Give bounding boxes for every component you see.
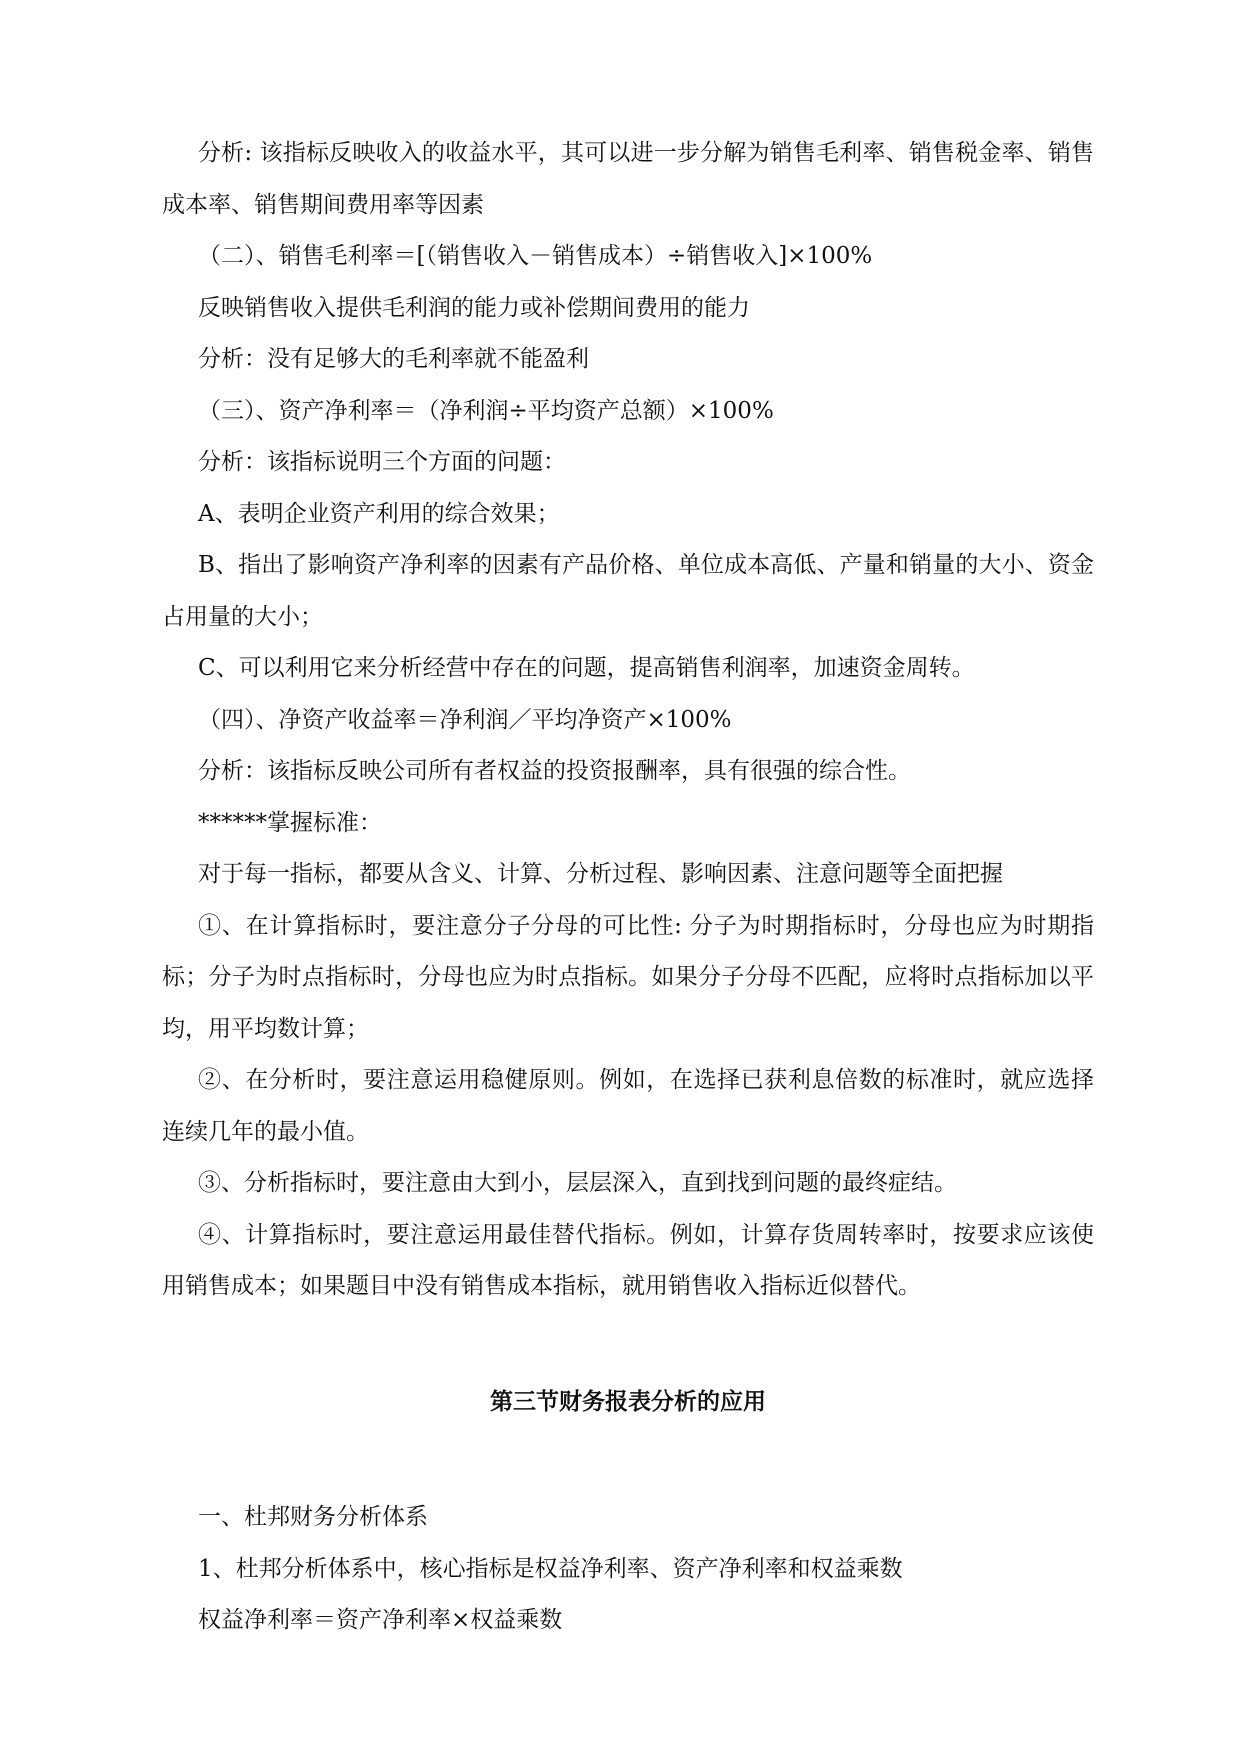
document-body (162, 128, 1094, 1647)
paragraph-mastery-standard: ******掌握标准： (198, 809, 382, 836)
paragraph-dupont-formula: 权益净利率＝资产净利率×权益乘数 (198, 1607, 563, 1633)
paragraph-roe-formula: （四）、净资产收益率＝净利润／平均净资产×100% (198, 706, 732, 733)
paragraph-mastery-overview: 对于每一指标，都要从含义、计算、分析过程、影响因素、注意问题等全面把握 (198, 861, 1003, 887)
spacer (162, 1428, 1094, 1492)
paragraph-roa-point-c: C、可以利用它来分析经营中存在的问题，提高销售利润率，加速资金周转。 (198, 655, 975, 681)
paragraph-note-2: ②、在分析时，要注意运用稳健原则。例如，在选择已获利息倍数的标准时，就应选择连续几年的最小值。 (162, 1067, 1094, 1145)
spacer (162, 1313, 1094, 1377)
paragraph-roa-formula: （三）、资产净利率＝（净利润÷平均资产总额）×100% (198, 397, 774, 424)
paragraph-roa-point-a: A、表明企业资产利用的综合效果； (198, 500, 560, 527)
paragraph-gross-margin-analysis: 分析：没有足够大的毛利率就不能盈利 (198, 346, 589, 372)
paragraph-roa-analysis-intro: 分析：该指标说明三个方面的问题： (198, 449, 566, 475)
section-heading: 第三节财务报表分析的应用 (490, 1388, 766, 1415)
paragraph-roa-point-b: B、指出了影响资产净利率的因素有产品价格、单位成本高低、产量和销量的大小、资金占用量的大小； (162, 552, 1094, 630)
paragraph-dupont-core-indicators: 1、杜邦分析体系中，核心指标是权益净利率、资产净利率和权益乘数 (198, 1555, 903, 1582)
paragraph-gross-margin-meaning: 反映销售收入提供毛利润的能力或补偿期间费用的能力 (198, 294, 750, 321)
paragraph-note-3: ③、分析指标时，要注意由大到小，层层深入，直到找到问题的最终症结。 (198, 1170, 957, 1196)
paragraph-note-4: ④、计算指标时，要注意运用最佳替代指标。例如，计算存货周转率时，按要求应该使用销售成本；如果题目中没有销售成本指标，就用销售收入指标近似替代。 (162, 1221, 1094, 1299)
paragraph-gross-margin-formula: （二）、销售毛利率＝[（销售收入－销售成本）÷销售收入]×100% (198, 243, 873, 269)
paragraph-note-1: ①、在计算指标时，要注意分子分母的可比性: 分子为时期指标时，分母也应为时期指标；分子为时点指标时，分母也应为时点指标。如果分子分母不匹配，应将时点指标加以平均，用平均数计算； (162, 912, 1094, 1042)
paragraph-sales-net-margin-analysis: 分析: 该指标反映收入的收益水平，其可以进一步分解为销售毛利率、销售税金率、销售成本率、销售期间费用率等因素 (162, 140, 1094, 218)
paragraph-dupont-title: 一、杜邦财务分析体系 (198, 1504, 428, 1530)
paragraph-roe-analysis: 分析：该指标反映公司所有者权益的投资报酬率，具有很强的综合性。 (198, 758, 911, 784)
